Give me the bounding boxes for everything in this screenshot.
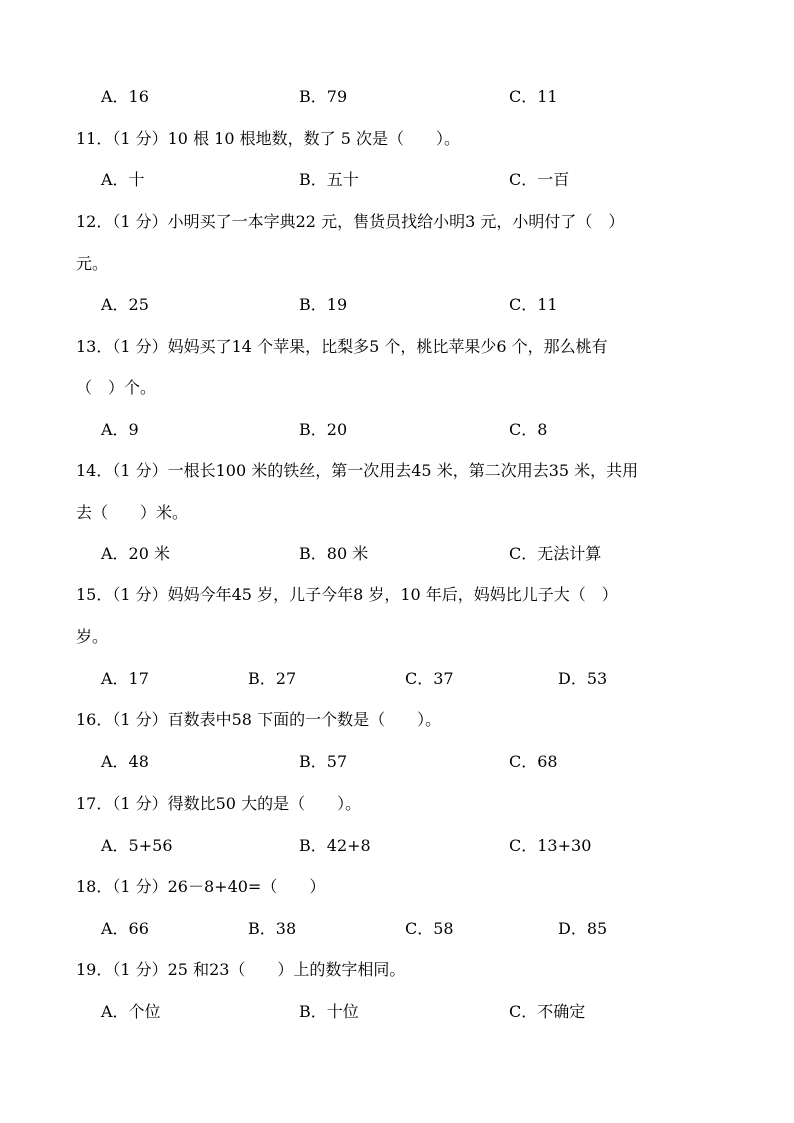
q10-option-b[interactable]: B．79	[299, 87, 348, 106]
q15-option-a[interactable]: A．17	[101, 669, 149, 688]
q13-option-c[interactable]: C．8	[509, 420, 548, 439]
q13-option-a[interactable]: A．9	[101, 420, 139, 439]
q12-options	[0, 295, 794, 315]
q15-option-b[interactable]: B．27	[248, 669, 297, 688]
q15-options	[0, 669, 794, 689]
q16-options	[0, 752, 794, 772]
q19-options	[0, 1002, 794, 1022]
q18-options	[0, 919, 794, 939]
q18-option-c[interactable]: C．58	[405, 919, 454, 938]
q19-option-c[interactable]: C．不确定	[509, 1002, 586, 1021]
q10-options	[0, 87, 794, 107]
q13-option-b[interactable]: B．20	[299, 420, 348, 439]
q17-option-b[interactable]: B．42+8	[299, 836, 371, 855]
q12-option-c[interactable]: C．11	[509, 295, 558, 314]
q15-option-d[interactable]: D．53	[558, 669, 608, 688]
q18-option-d[interactable]: D．85	[558, 919, 608, 938]
q10-option-c[interactable]: C．11	[509, 87, 558, 106]
q18-option-b[interactable]: B．38	[248, 919, 297, 938]
q11-stem: 11．（1 分）10 根 10 根地数，数了 5 次是（ ）。	[76, 129, 460, 148]
q12-stem-line2: 元。	[76, 254, 109, 273]
q12-option-a[interactable]: A．25	[101, 295, 149, 314]
q13-options	[0, 420, 794, 440]
q19-stem: 19．（1 分）25 和23（ ）上的数字相同。	[76, 960, 406, 979]
q14-stem-line2: 去（ ）米。	[76, 503, 189, 522]
q12-stem-line1: 12．（1 分）小明买了一本字典22 元，售货员找给小明3 元，小明付了（ ）	[76, 212, 625, 231]
q13-stem-line1: 13．（1 分）妈妈买了14 个苹果，比梨多5 个，桃比苹果少6 个，那么桃有	[76, 337, 608, 356]
q11-options	[0, 170, 794, 190]
q14-option-b[interactable]: B．80 米	[299, 544, 369, 563]
q18-stem: 18．（1 分）26－8+40=（ ）	[76, 877, 326, 896]
q11-option-c[interactable]: C．一百	[509, 170, 570, 189]
q11-option-b[interactable]: B．五十	[299, 170, 359, 189]
q15-stem-line1: 15．（1 分）妈妈今年45 岁，儿子今年8 岁，10 年后，妈妈比儿子大（ ）	[76, 585, 618, 604]
q13-stem-line2: （ ）个。	[76, 378, 157, 397]
q18-option-a[interactable]: A．66	[101, 919, 149, 938]
q16-stem: 16．（1 分）百数表中58 下面的一个数是（ ）。	[76, 710, 442, 729]
q14-option-a[interactable]: A．20 米	[101, 544, 171, 563]
q17-option-a[interactable]: A．5+56	[101, 836, 173, 855]
q10-option-a[interactable]: A．16	[101, 87, 149, 106]
q19-option-a[interactable]: A．个位	[101, 1002, 161, 1021]
q15-stem-line2: 岁。	[76, 627, 109, 646]
q16-option-a[interactable]: A．48	[101, 752, 149, 771]
q16-option-c[interactable]: C．68	[509, 752, 558, 771]
q12-option-b[interactable]: B．19	[299, 295, 348, 314]
q15-option-c[interactable]: C．37	[405, 669, 454, 688]
q17-options	[0, 836, 794, 856]
q14-stem-line1: 14．（1 分）一根长100 米的铁丝，第一次用去45 米，第二次用去35 米，共用	[76, 461, 639, 480]
q14-option-c[interactable]: C．无法计算	[509, 544, 602, 563]
q17-stem: 17．（1 分）得数比50 大的是（ ）。	[76, 794, 362, 813]
q17-option-c[interactable]: C．13+30	[509, 836, 592, 855]
q16-option-b[interactable]: B．57	[299, 752, 348, 771]
q14-options	[0, 544, 794, 564]
q19-option-b[interactable]: B．十位	[299, 1002, 359, 1021]
q11-option-a[interactable]: A．十	[101, 170, 145, 189]
